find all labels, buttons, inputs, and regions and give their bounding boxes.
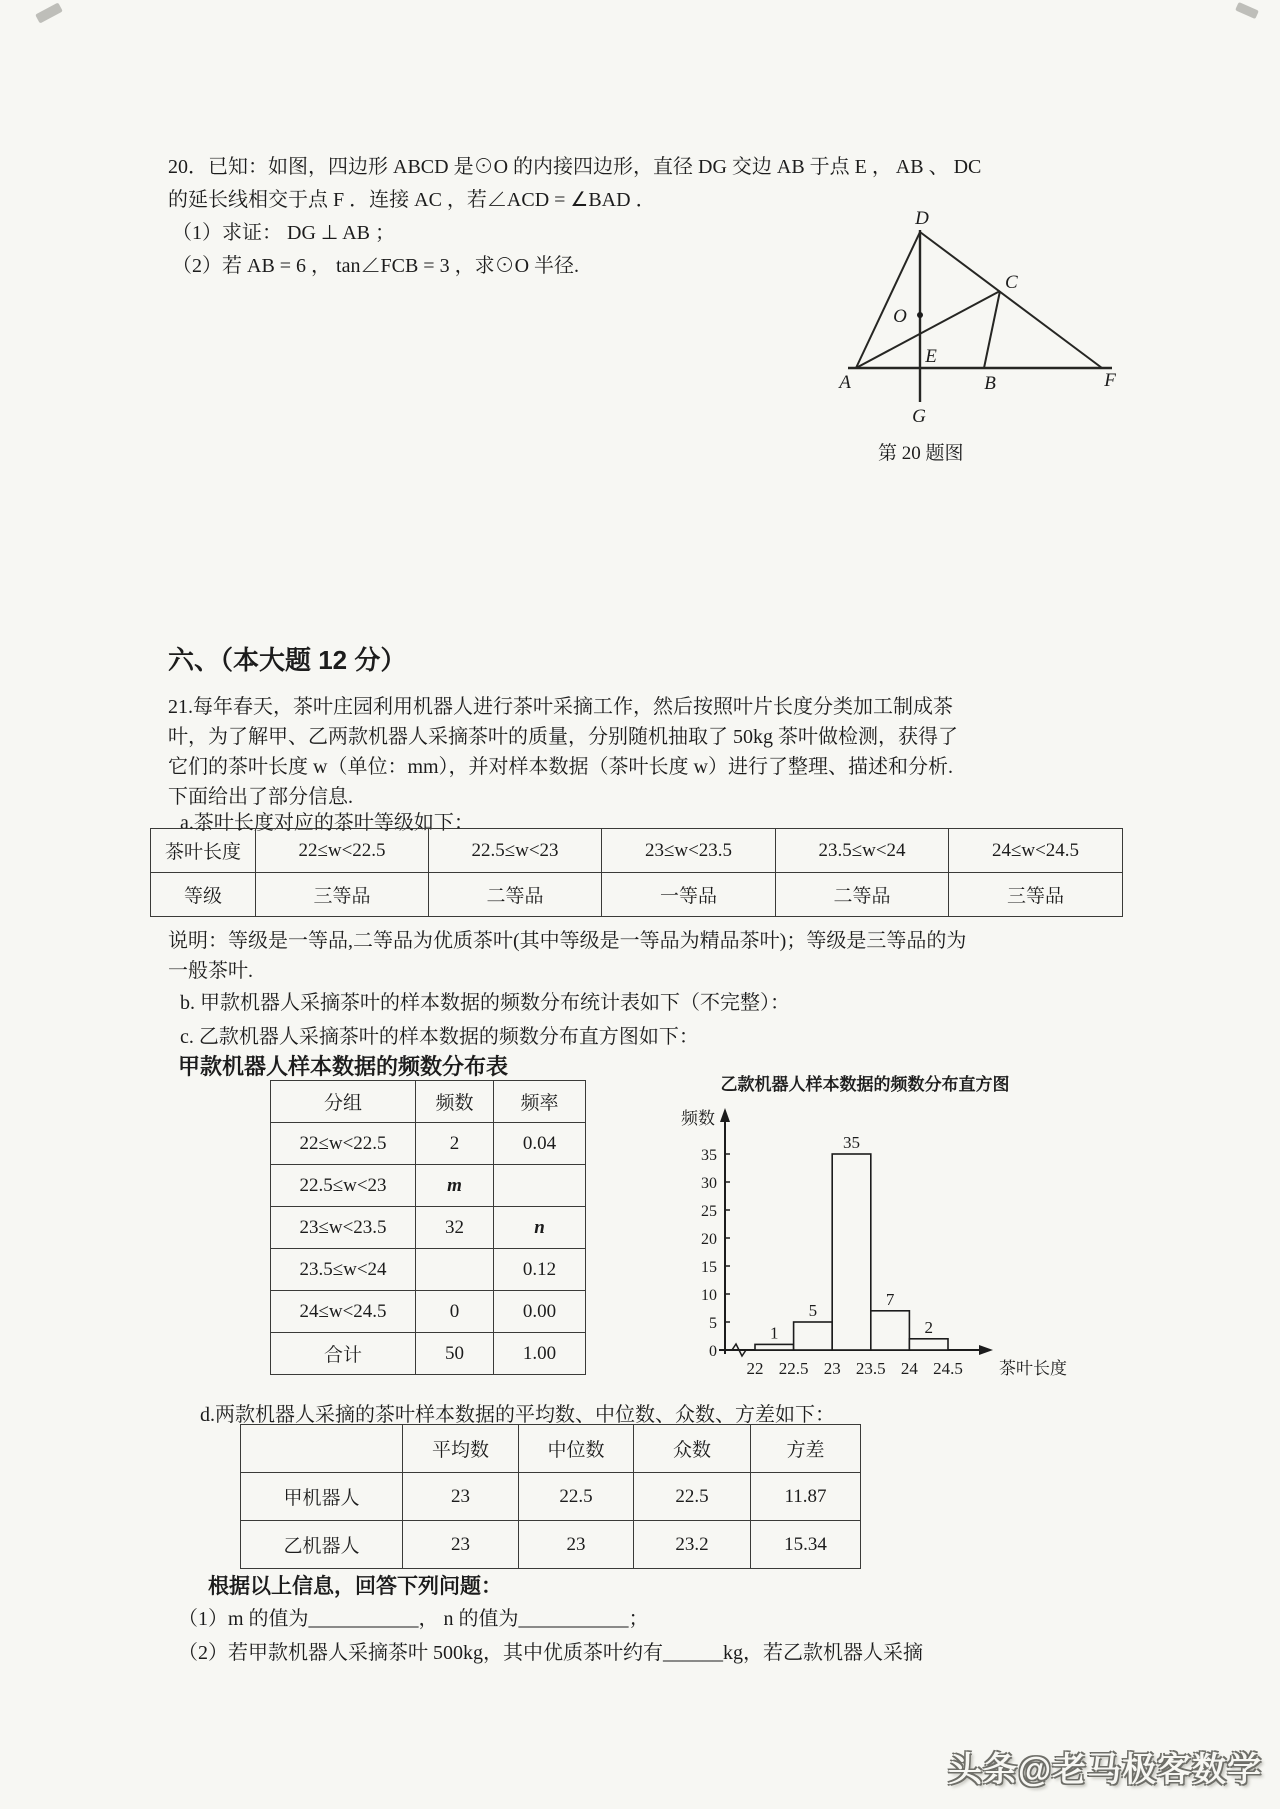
table-cell: 22.5 bbox=[519, 1473, 634, 1521]
note-line-2: 一般茶叶. bbox=[168, 960, 253, 982]
x-tick-label: 23.5 bbox=[855, 1359, 886, 1378]
table-cell: 平均数 bbox=[403, 1425, 519, 1473]
y-tick-label: 25 bbox=[701, 1203, 717, 1220]
x-tick-label: 22 bbox=[746, 1359, 764, 1378]
questions-heading: 根据以上信息，回答下列问题： bbox=[208, 1575, 502, 1598]
grade-table-row-length bbox=[151, 829, 1123, 873]
table-cell: 23≤w<23.5 bbox=[602, 829, 776, 873]
table-cell: 24≤w<24.5 bbox=[271, 1291, 416, 1333]
label-G: G bbox=[912, 406, 926, 427]
table-cell: 0 bbox=[416, 1291, 494, 1333]
table-cell bbox=[494, 1165, 586, 1207]
table-row bbox=[271, 1207, 586, 1249]
bar bbox=[832, 1154, 871, 1350]
problem21-intro-2: 叶，为了解甲、乙两款机器人采摘茶叶的质量，分别随机抽取了 50kg 茶叶做检测，获得了 bbox=[168, 726, 958, 748]
item-c-label: c. 乙款机器人采摘茶叶的样本数据的频数分布直方图如下： bbox=[180, 1026, 699, 1048]
freq-table-title: 甲款机器人样本数据的频数分布表 bbox=[178, 1054, 509, 1079]
figure-caption: 第 20 题图 bbox=[878, 443, 964, 464]
grade-table bbox=[150, 828, 1123, 917]
problem21-intro-1: 21.每年春天，茶叶庄园利用机器人进行茶叶采摘工作，然后按照叶片长度分类加工制成茶 bbox=[168, 696, 953, 718]
table-cell: 22.5 bbox=[634, 1473, 751, 1521]
table-cell: 频数 bbox=[416, 1081, 494, 1123]
problem20-part1: （1）求证： DG ⊥ AB ； bbox=[172, 222, 395, 244]
table-cell: 23 bbox=[403, 1473, 519, 1521]
y-tick-label: 30 bbox=[701, 1175, 717, 1192]
chord-DA bbox=[856, 232, 920, 368]
table-cell: 方差 bbox=[751, 1425, 861, 1473]
bar bbox=[755, 1344, 794, 1350]
item-d-label: d.两款机器人采摘的茶叶样本数据的平均数、中位数、众数、方差如下： bbox=[200, 1404, 835, 1426]
problem21-intro-3: 它们的茶叶长度 w（单位：mm），并对样本数据（茶叶长度 w）进行了整理、描述和分析. bbox=[168, 756, 953, 778]
stats-table-header bbox=[241, 1425, 861, 1473]
section6-heading: 六、（本大题 12 分） bbox=[168, 645, 407, 675]
bar-value-label: 7 bbox=[885, 1289, 895, 1309]
table-cell: 23≤w<23.5 bbox=[271, 1207, 416, 1249]
chord-BC bbox=[984, 291, 1000, 368]
label-O: O bbox=[893, 306, 907, 327]
y-axis-title: 频数 bbox=[681, 1109, 715, 1128]
x-axis-title: 茶叶长度 bbox=[999, 1359, 1067, 1378]
table-cell: 15.34 bbox=[751, 1521, 861, 1569]
table-row bbox=[271, 1291, 586, 1333]
stats-row-robot-a bbox=[241, 1473, 861, 1521]
table-row bbox=[271, 1165, 586, 1207]
table-cell: 三等品 bbox=[256, 873, 429, 917]
bar-value-label: 1 bbox=[770, 1323, 779, 1343]
y-tick-label: 0 bbox=[709, 1343, 717, 1360]
bar bbox=[794, 1322, 833, 1350]
grade-table-row-grade bbox=[151, 873, 1123, 917]
watermark: 头条@老马极客数学 bbox=[948, 1751, 1263, 1789]
table-cell: 甲机器人 bbox=[241, 1473, 403, 1521]
bar-value-label: 35 bbox=[843, 1133, 860, 1152]
bar bbox=[909, 1339, 948, 1350]
label-C: C bbox=[1005, 272, 1018, 293]
y-tick-label: 10 bbox=[701, 1287, 717, 1304]
table-cell: 22≤w<22.5 bbox=[271, 1123, 416, 1165]
table-cell: 22≤w<22.5 bbox=[256, 829, 429, 873]
table-cell: 23 bbox=[403, 1521, 519, 1569]
freq-table-total-row bbox=[271, 1333, 586, 1375]
question-1: （1）m 的值为___________， n 的值为___________； bbox=[178, 1608, 649, 1630]
table-cell-m: m bbox=[416, 1165, 494, 1207]
table-cell: 二等品 bbox=[776, 873, 949, 917]
table-cell: 23 bbox=[519, 1521, 634, 1569]
problem21-intro-4: 下面给出了部分信息. bbox=[168, 786, 353, 808]
table-cell: 11.87 bbox=[751, 1473, 861, 1521]
table-cell: 合计 bbox=[271, 1333, 416, 1375]
table-cell: 分组 bbox=[271, 1081, 416, 1123]
bar-value-label: 5 bbox=[808, 1301, 818, 1320]
table-cell: 32 bbox=[416, 1207, 494, 1249]
table-cell: 50 bbox=[416, 1333, 494, 1375]
table-cell: 0.00 bbox=[494, 1291, 586, 1333]
y-tick-label: 15 bbox=[701, 1259, 717, 1276]
label-F: F bbox=[1104, 370, 1116, 391]
stats-table bbox=[240, 1424, 861, 1569]
table-cell: 23.2 bbox=[634, 1521, 751, 1569]
table-cell: 茶叶长度 bbox=[151, 829, 256, 873]
x-tick-label: 22.5 bbox=[778, 1359, 809, 1378]
scan-artifact bbox=[1235, 2, 1259, 19]
label-E: E bbox=[925, 346, 937, 367]
table-cell: 23.5≤w<24 bbox=[776, 829, 949, 873]
label-D: D bbox=[915, 208, 929, 229]
center-dot bbox=[917, 312, 923, 318]
table-cell: 2 bbox=[416, 1123, 494, 1165]
table-cell: 众数 bbox=[634, 1425, 751, 1473]
table-cell: 22.5≤w<23 bbox=[429, 829, 602, 873]
problem20-line-1: 20．已知：如图，四边形 ABCD 是⊙O 的内接四边形，直径 DG 交边 AB 于点 E ， AB 、 DC bbox=[168, 156, 982, 178]
table-cell: 二等品 bbox=[429, 873, 602, 917]
x-tick-label: 24 bbox=[900, 1359, 918, 1378]
stats-row-robot-b bbox=[241, 1521, 861, 1569]
x-axis-arrow bbox=[979, 1345, 993, 1355]
x-tick-label: 23 bbox=[823, 1359, 841, 1378]
item-b-label: b. 甲款机器人采摘茶叶的样本数据的频数分布统计表如下（不完整）： bbox=[180, 992, 790, 1014]
problem20-circle-figure bbox=[820, 200, 1130, 435]
bar-value-label: 2 bbox=[924, 1317, 933, 1337]
y-axis-arrow bbox=[720, 1108, 730, 1122]
y-tick-label: 20 bbox=[701, 1231, 717, 1248]
problem20-part2: （2）若 AB = 6 ， tan∠FCB = 3 ，求⊙O 半径. bbox=[172, 255, 580, 277]
table-cell: 0.04 bbox=[494, 1123, 586, 1165]
line-DCF bbox=[920, 232, 1102, 368]
table-cell bbox=[416, 1249, 494, 1291]
label-A: A bbox=[839, 372, 851, 393]
table-cell bbox=[241, 1425, 403, 1473]
table-cell: 24≤w<24.5 bbox=[949, 829, 1123, 873]
table-cell: 22.5≤w<23 bbox=[271, 1165, 416, 1207]
freq-table-header bbox=[271, 1081, 586, 1123]
table-cell: 频率 bbox=[494, 1081, 586, 1123]
y-tick-label: 5 bbox=[709, 1315, 717, 1332]
bar bbox=[871, 1311, 910, 1350]
table-row bbox=[271, 1123, 586, 1165]
label-B: B bbox=[984, 373, 996, 394]
problem20-line-2: 的延长线相交于点 F ．连接 AC ，若∠ACD = ∠BAD ． bbox=[168, 189, 656, 211]
table-cell: 一等品 bbox=[602, 873, 776, 917]
scan-artifact bbox=[35, 2, 63, 23]
question-2: （2）若甲款机器人采摘茶叶 500kg，其中优质茶叶约有______kg，若乙款机器人采摘 bbox=[178, 1642, 923, 1664]
freq-table bbox=[270, 1080, 586, 1375]
table-row bbox=[271, 1249, 586, 1291]
note-line-1: 说明：等级是一等品,二等品为优质茶叶(其中等级是一等品为精品茶叶)；等级是三等品的为 bbox=[168, 930, 967, 952]
histogram bbox=[585, 1068, 1125, 1400]
table-cell: 1.00 bbox=[494, 1333, 586, 1375]
table-cell: 中位数 bbox=[519, 1425, 634, 1473]
y-tick-label: 35 bbox=[701, 1147, 717, 1164]
table-cell: 等级 bbox=[151, 873, 256, 917]
table-cell: 三等品 bbox=[949, 873, 1123, 917]
table-cell-n: n bbox=[494, 1207, 586, 1249]
chart-title: 乙款机器人样本数据的频数分布直方图 bbox=[720, 1075, 1010, 1094]
x-tick-label: 24.5 bbox=[933, 1359, 963, 1378]
table-cell: 23.5≤w<24 bbox=[271, 1249, 416, 1291]
table-cell: 0.12 bbox=[494, 1249, 586, 1291]
item-a-label: a.茶叶长度对应的茶叶等级如下： bbox=[180, 812, 474, 834]
table-cell: 乙机器人 bbox=[241, 1521, 403, 1569]
